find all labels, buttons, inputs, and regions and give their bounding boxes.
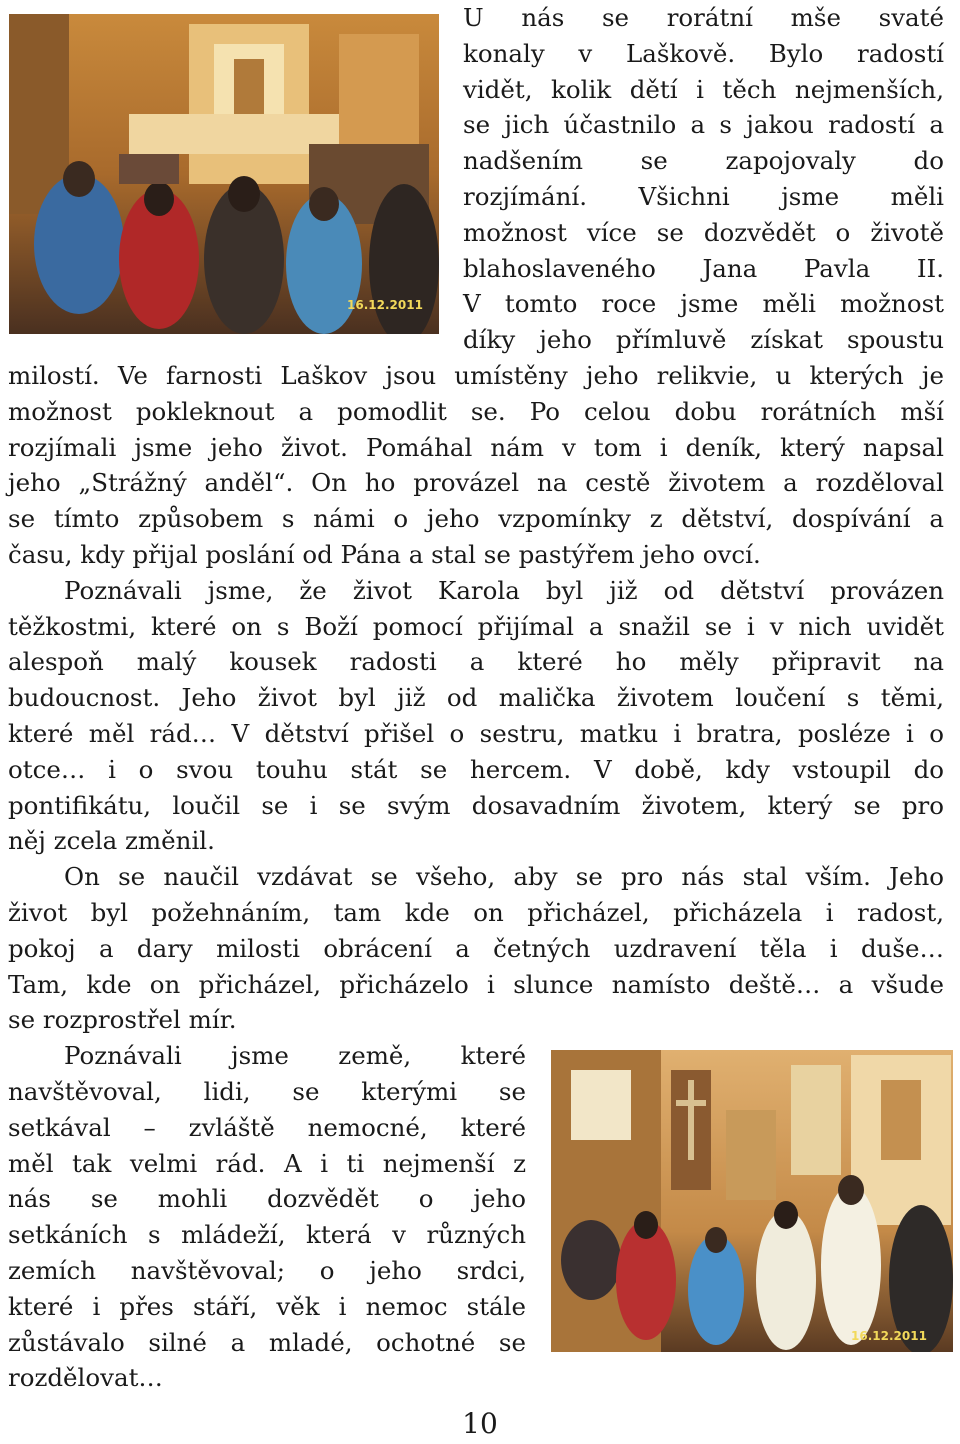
text-line: setkával – zvláště nemocné, které xyxy=(8,1112,526,1142)
text-line: konaly v Laškově. Bylo radostí xyxy=(463,38,944,68)
text-line: milostí. Ve farnosti Laškov jsou umístěny jeho relikvie, u kterých je xyxy=(8,361,944,390)
text-line: budoucnost. Jeho život byl již od malička životem loučení s těmi, xyxy=(8,683,944,713)
photo-procession xyxy=(551,1050,953,1352)
text-line: alespoň malý kousek radosti a které ho měly připravit na xyxy=(8,647,944,677)
text-line: rozdělovat… xyxy=(8,1363,163,1393)
text-line: pontifikátu, loučil se i se svým dosavadním životem, který se pro xyxy=(8,790,944,820)
text-line: se tímto způsobem s námi o jeho vzpomínky z dětství, dospívání a xyxy=(8,504,944,534)
text-line: otce… i o svou touhu stát se hercem. V době, kdy vstoupil do xyxy=(8,754,944,784)
photo-2-date-stamp: 16.12.2011 xyxy=(851,1329,927,1343)
text-line: Tam, kde on přicházel, přicházelo i slunce namísto deště… a všude xyxy=(8,969,944,999)
text-line: zemích navštěvoval; o jeho srdci, xyxy=(8,1256,526,1285)
text-line: které měl rád… V dětství přišel o sestru, matku i bratra, posléze i o xyxy=(8,719,944,748)
text-line: jeho „Strážný anděl“. On ho provázel na cestě životem a rozděloval xyxy=(8,468,944,498)
text-line: se jich účastnilo a s jakou radostí a xyxy=(463,110,944,140)
text-line: měl tak velmi rád. A i ti nejmenší z xyxy=(8,1148,526,1178)
text-line: nadšením se zapojovaly do xyxy=(463,146,944,176)
text-line: Poznávali jsme, že život Karola byl již od dětství provázen xyxy=(64,575,944,605)
photo-kneeling-children xyxy=(9,14,439,334)
page-number: 10 xyxy=(462,1407,498,1440)
text-line: které i přes stáří, věk i nemoc stále xyxy=(8,1291,526,1321)
text-line: zůstávalo silné a mladé, ochotné se xyxy=(8,1327,526,1357)
text-line: rozjímali jsme jeho život. Pomáhal nám v tom i deník, který napsal xyxy=(8,432,944,462)
text-line: možnost více se dozvědět o životě xyxy=(463,217,944,247)
photo-procession-image xyxy=(551,1050,953,1352)
text-line: setkáních s mládeží, která v různých xyxy=(8,1220,526,1250)
photo-1-date-stamp: 16.12.2011 xyxy=(347,298,423,312)
text-line: navštěvoval, lidi, se kterými se xyxy=(8,1077,526,1106)
text-line: U nás se rorátní mše svaté xyxy=(463,3,944,32)
text-line: něj zcela změnil. xyxy=(8,826,215,856)
text-line: život byl požehnáním, tam kde on přicházel, přicházela i radost, xyxy=(8,898,944,927)
text-line: těžkostmi, které on s Boží pomocí přijímal a snažil se i v nich uvidět xyxy=(8,611,944,641)
text-line: času, kdy přijal poslání od Pána a stal se pastýřem jeho ovcí. xyxy=(8,540,761,569)
text-line: V tomto roce jsme měli možnost xyxy=(463,289,944,319)
text-line: možnost pokleknout a pomodlit se. Po celou dobu rorátních mší xyxy=(8,396,944,426)
text-line: vidět, kolik dětí i těch nejmenších, xyxy=(463,74,944,104)
text-line: rozjímání. Všichni jsme měli xyxy=(463,182,944,211)
text-line: blahoslaveného Jana Pavla II. xyxy=(463,253,944,283)
text-line: pokoj a dary milosti obrácení a četných uzdravení těla i duše… xyxy=(8,933,944,963)
text-line: se rozprostřel mír. xyxy=(8,1005,237,1035)
text-line: Poznávali jsme země, které xyxy=(64,1041,526,1071)
text-line: nás se mohli dozvědět o jeho xyxy=(8,1184,526,1214)
text-line: díky jeho přímluvě získat spoustu xyxy=(463,325,944,355)
text-line: On se naučil vzdávat se všeho, aby se pro nás stal vším. Jeho xyxy=(64,862,944,892)
photo-kneeling-children-image xyxy=(9,14,439,334)
